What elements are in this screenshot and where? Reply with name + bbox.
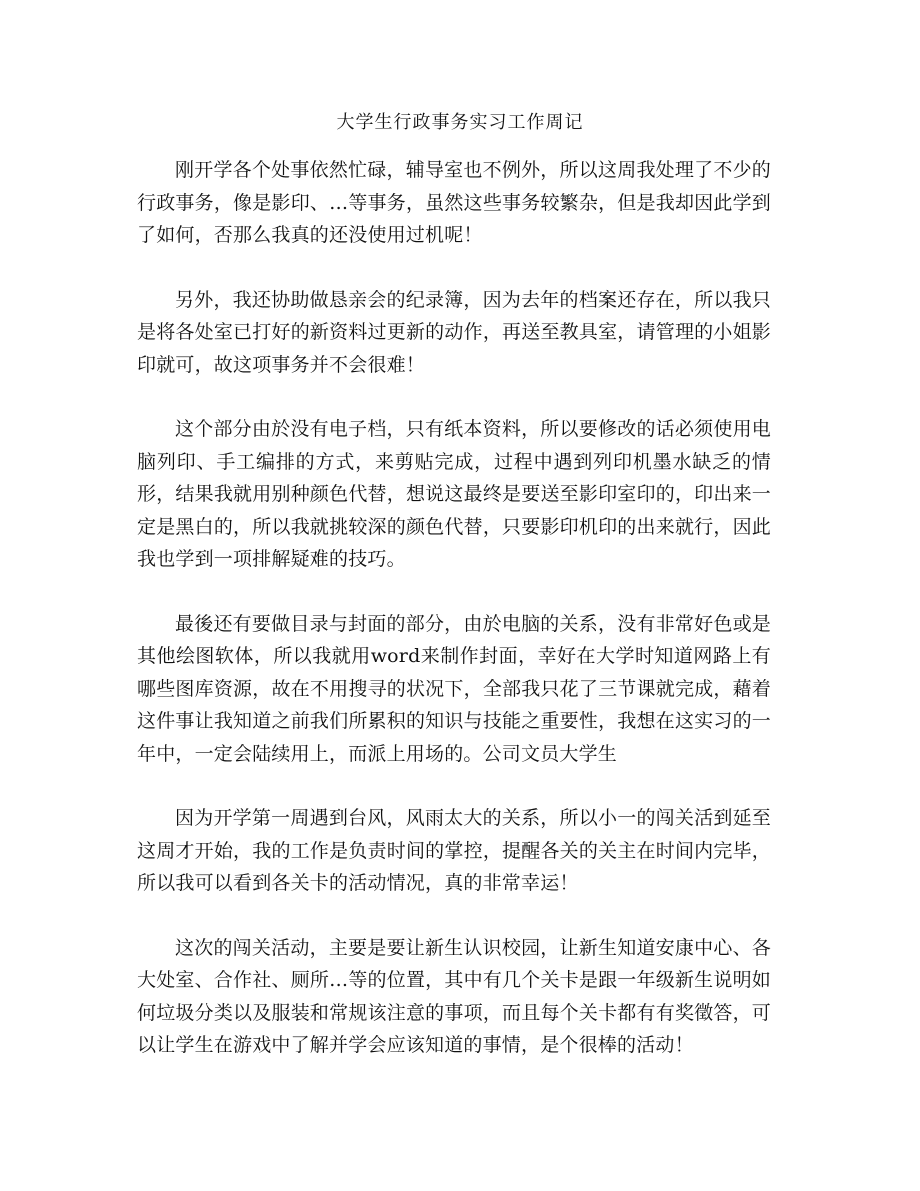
- paragraph-3: 这个部分由於没有电子档，只有纸本资料，所以要修改的话必须使用电脑列印、手工编排的方式，来剪贴完成，过程中遇到列印机墨水缺乏的情形，结果我就用别种颜色代替，想说这最终是要送至影印室印的，印出来一定是黑白的，所以我就挑较深的颜色代替，只要影印机印的出来就行，因此我也学到一项排解疑难的技巧。: [137, 418, 771, 570]
- paragraph-2: 另外，我还协助做恳亲会的纪录簿，因为去年的档案还存在，所以我只是将各处室已打好的新资料过更新的动作，再送至教具室，请管理的小姐影印就可，故这项事务并不会很难！: [137, 288, 771, 376]
- paragraph-1: 刚开学各个处事依然忙碌，辅导室也不例外，所以这周我处理了不少的行政事务，像是影印、…等事务，虽然这些事务较繁杂，但是我却因此学到了如何，否那么我真的还没使用过机呢！: [137, 159, 771, 246]
- document-title: 大学生行政事务实习工作周记: [336, 112, 584, 133]
- paragraph-4: 最後还有要做目录与封面的部分，由於电脑的关系，没有非常好色或是其他绘图软体，所以我就用word来制作封面，幸好在大学时知道网路上有哪些图库资源，故在不用搜寻的状况下，全部我只花了三节课就完成，藉着这件事让我知道之前我们所累积的知识与技能之重要性，我想在这实习的一年中，一定会陆续用上，而派上用场的。公司文员大学生: [137, 612, 771, 765]
- document-body: [137, 154, 771, 1094]
- paragraph-5: 因为开学第一周遇到台风，风雨太大的关系，所以小一的闯关活到延至这周才开始，我的工作是负责时间的掌控，提醒各关的关主在时间内完毕，所以我可以看到各关卡的活动情况，真的非常幸运！: [137, 807, 771, 894]
- paragraph-6: 这次的闯关活动，主要是要让新生认识校园，让新生知道安康中心、各大处室、合作社、厕所…等的位置，其中有几个关卡是跟一年级新生说明如何垃圾分类以及服装和常规该注意的事项，而且每个关卡都有有奖徵答，可以让学生在游戏中了解并学会应该知道的事情，是个很棒的活动！: [137, 936, 771, 1056]
